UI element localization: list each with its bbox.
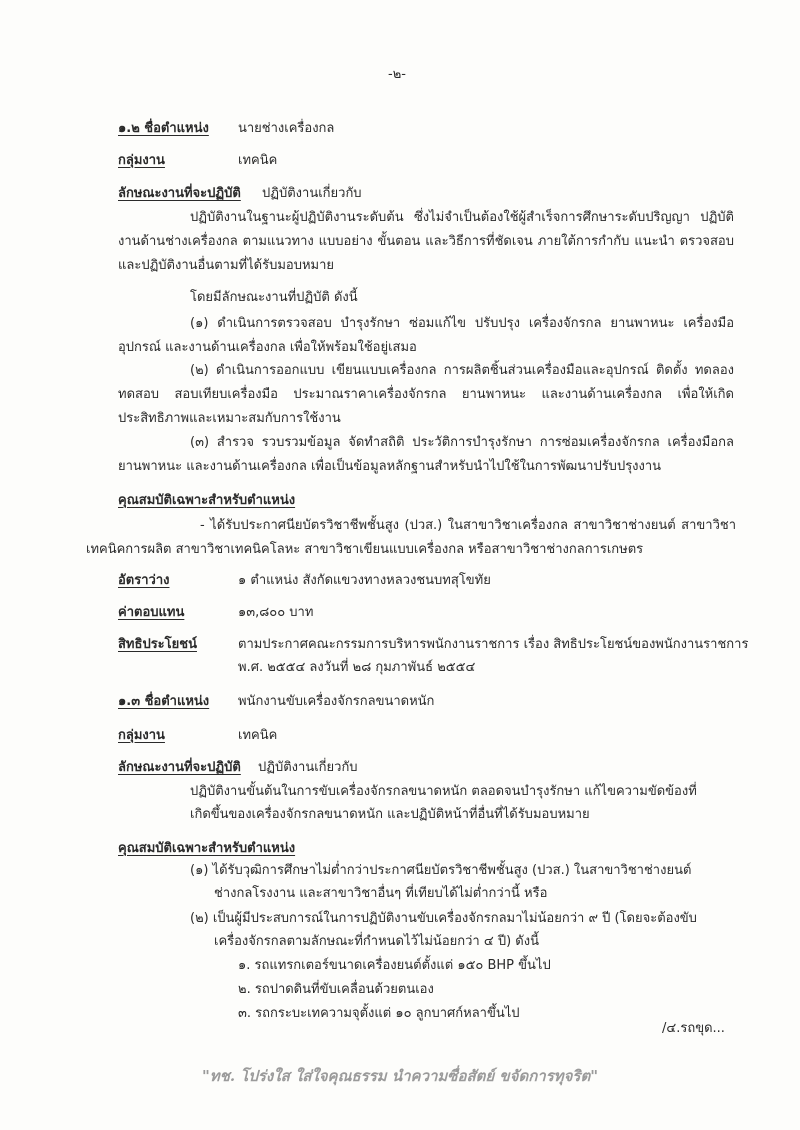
page-number: -๒- bbox=[388, 67, 406, 82]
work-group-label: กลุ่มงาน bbox=[118, 153, 165, 168]
duty-item-2: (๒) ดำเนินการออกแบบ เขียนแบบเครื่องกล การผลิตชิ้นส่วนเครื่องมือและอุปกรณ์ ติดตั้ง ทดลอง ทดสอบ สอบเทียบเครื่องมือ ประมาณราคาเครื่องจักรกล ยานพาหนะ และงานด้านเครื่องกล เพื่อให้เกิดประสิทธิภาพและเหมาะสมกับการใช้งาน bbox=[118, 363, 734, 426]
continuation-marker: /๔.รถขุด... bbox=[662, 1021, 725, 1036]
work-group-label-2: กลุ่มงาน bbox=[118, 728, 165, 743]
position-1-2-label: ๑.๒ ชื่อตำแหน่ง bbox=[118, 121, 209, 136]
qualification-2-item-1-line-2: ช่างกลโรงงาน และสาขาวิชาอื่นๆ ที่เทียบได้ไม่ต่ำกว่านี้ หรือ bbox=[214, 886, 548, 901]
duty-2-line-1: ปฏิบัติงานขั้นต้นในการขับเครื่องจักรกลขนาดหนัก ตลอดจนบำรุงรักษา แก้ไขความขัดข้องที่ bbox=[190, 784, 697, 799]
benefit-label: สิทธิประโยชน์ bbox=[118, 637, 197, 652]
machine-list-item-2: ๒. รถปาดดินที่ขับเคลื่อนด้วยตนเอง bbox=[238, 982, 434, 997]
vacancy-label: อัตราว่าง bbox=[118, 573, 170, 588]
duty-label-2: ลักษณะงานที่จะปฏิบัติ bbox=[118, 760, 241, 775]
footer-motto: "ทช. โปร่งใส ใส่ใจคุณธรรม นำความซื่อสัตย์ ขจัดการทุจริต" bbox=[201, 1067, 599, 1085]
qualification-label: คุณสมบัติเฉพาะสำหรับตำแหน่ง bbox=[118, 493, 296, 508]
duty-intro: โดยมีลักษณะงานที่ปฏิบัติ ดังนี้ bbox=[190, 290, 358, 305]
work-group-value: เทคนิค bbox=[238, 153, 278, 168]
duty-value-2: ปฏิบัติงานเกี่ยวกับ bbox=[258, 760, 358, 775]
machine-list-item-3: ๓. รถกระบะเทความจุตั้งแต่ ๑๐ ลูกบาศก์หลาขึ้นไป bbox=[238, 1006, 520, 1021]
qualification-paragraph: - ได้รับประกาศนียบัตรวิชาชีพชั้นสูง (ปวส.) ในสาขาวิชาเครื่องกล สาขาวิชาช่างยนต์ สาขาวิชาเทคนิคการผลิต สาขาวิชาเทคนิคโลหะ สาขาวิชาเขียนแบบเครื่องกล หรือสาขาวิชาช่างกลการเกษตร bbox=[86, 518, 736, 557]
duty-item-3: (๓) สำรวจ รวบรวมข้อมูล จัดทำสถิติ ประวัติการบำรุงรักษา การซ่อมเครื่องจักรกล เครื่องมือกล ยานพาหนะ และงานด้านเครื่องกล เพื่อเป็นข้อมูลหลักฐานสำหรับนำไปใช้ในการพัฒนาปรับปรุงงาน bbox=[118, 435, 734, 474]
qualification-2-item-2-line-1: (๒) เป็นผู้มีประสบการณ์ในการปฏิบัติงานขับเครื่องจักรกลมาไม่น้อยกว่า ๙ ปี (โดยจะต้องขับ bbox=[190, 911, 697, 926]
qualification-2-item-2-line-2: เครื่องจักรกลตามลักษณะที่กำหนดไว้ไม่น้อยกว่า ๔ ปี) ดังนี้ bbox=[214, 934, 539, 949]
benefit-line-2: พ.ศ. ๒๕๕๔ ลงวันที่ ๒๘ กุมภาพันธ์ ๒๕๕๔ bbox=[238, 660, 476, 675]
duty-value: ปฏิบัติงานเกี่ยวกับ bbox=[262, 186, 362, 201]
duty-2-line-2: เกิดขึ้นของเครื่องจักรกลขนาดหนัก และปฏิบัติหน้าที่อื่นที่ได้รับมอบหมาย bbox=[190, 807, 590, 822]
vacancy-value: ๑ ตำแหน่ง สังกัดแขวงทางหลวงชนบทสุโขทัย bbox=[238, 573, 491, 588]
benefit-line-1: ตามประกาศคณะกรรมการบริหารพนักงานราชการ เรื่อง สิทธิประโยชน์ของพนักงานราชการ bbox=[238, 637, 749, 652]
machine-list-item-1: ๑. รถแทรกเตอร์ขนาดเครื่องยนต์ตั้งแต่ ๑๕๐ BHP ขึ้นไป bbox=[238, 958, 551, 973]
duty-label: ลักษณะงานที่จะปฏิบัติ bbox=[118, 186, 241, 201]
qualification-label-2: คุณสมบัติเฉพาะสำหรับตำแหน่ง bbox=[118, 841, 296, 856]
position-1-3-label: ๑.๓ ชื่อตำแหน่ง bbox=[118, 694, 210, 709]
duty-paragraph: ปฏิบัติงานในฐานะผู้ปฏิบัติงานระดับต้น ซึ่งไม่จำเป็นต้องใช้ผู้สำเร็จการศึกษาระดับปริญญา ปฏิบัติงานด้านช่างเครื่องกล ตามแนวทาง แบบอย่าง ขั้นตอน และวิธีการที่ชัดเจน ภายใต้การกำกับ แนะนำ ตรวจสอบ และปฏิบัติงานอื่นตามที่ได้รับมอบหมาย bbox=[118, 210, 734, 273]
work-group-value-2: เทคนิค bbox=[238, 728, 278, 743]
compensation-value: ๑๓,๘๐๐ บาท bbox=[238, 605, 314, 620]
qualification-2-item-1-line-1: (๑) ได้รับวุฒิการศึกษาไม่ต่ำกว่าประกาศนียบัตรวิชาชีพชั้นสูง (ปวส.) ในสาขาวิชาช่างยนต์ bbox=[190, 863, 692, 878]
duty-item-1: (๑) ดำเนินการตรวจสอบ บำรุงรักษา ซ่อมแก้ไข ปรับปรุง เครื่องจักรกล ยานพาหนะ เครื่องมือ อุปกรณ์ และงานด้านเครื่องกล เพื่อให้พร้อมใช้อยู่เสมอ bbox=[118, 316, 734, 355]
position-1-2-title: นายช่างเครื่องกล bbox=[238, 121, 335, 136]
compensation-label: ค่าตอบแทน bbox=[118, 605, 185, 620]
position-1-3-title: พนักงานขับเครื่องจักรกลขนาดหนัก bbox=[238, 694, 435, 709]
